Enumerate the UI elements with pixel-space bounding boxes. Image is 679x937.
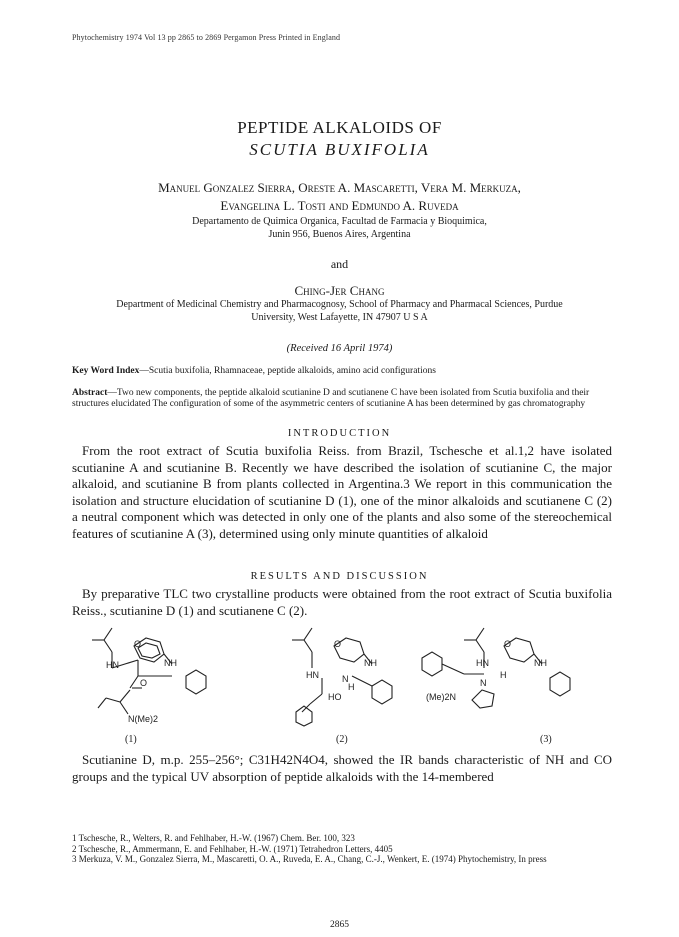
author-line-1: Manuel Gonzalez Sierra, Oreste A. Mascaretti, Vera M. Merkuza,	[158, 180, 521, 195]
introduction-heading: INTRODUCTION	[287, 428, 392, 439]
keywords-text: —Scutia buxifolia, Rhamnaceae, peptide alkaloids, amino acid configurations	[139, 366, 436, 376]
affiliation-4: University, West Lafayette, IN 47907 U S A	[251, 312, 428, 323]
keywords-label: Key Word Index	[72, 366, 140, 376]
author-line-3: Ching-Jer Chang	[294, 283, 385, 298]
affiliation-2: Junin 956, Buenos Aires, Argentina	[268, 229, 411, 240]
abstract	[72, 388, 612, 410]
abstract-text: —Two new components, the peptide alkaloid scutianine D and scutianene C have been isolated from Scutia buxifolia and their structures elucidated The configuration of some of the asymmetric centers of scutianine A has been determined by gas chromatography	[72, 388, 590, 409]
structure-label-3: (3)	[540, 734, 552, 745]
atom-o-1b: O	[140, 678, 148, 688]
atom-h-2: H	[348, 682, 355, 692]
atom-ho-2: HO	[328, 692, 342, 702]
author-line-2: Evangelina L. Tosti and Edmundo A. Ruveda	[220, 198, 459, 213]
introduction-body	[72, 443, 612, 542]
atom-hn-1: HN	[106, 660, 119, 670]
continuation-text: Scutianine D, m.p. 255–256°; C31H42N4O4, showed the IR bands characteristic of NH and CO groups and the typical UV absorption of peptide alkaloids with the 14-membered	[72, 752, 612, 784]
atom-hn-2: HN	[306, 670, 319, 680]
received-date: (Received 16 April 1974)	[286, 343, 393, 354]
atom-o-3: O	[504, 639, 512, 649]
footnote-3: 3 Merkuza, V. M., Gonzalez Sierra, M., Mascaretti, O. A., Ruveda, E. A., Chang, C.-J., Wenkert, E. (1974) Phytochemistry, In press	[72, 854, 547, 865]
structure-atom-labels	[106, 639, 547, 724]
atom-hn-3: HN	[476, 658, 489, 668]
atom-o-2: O	[334, 639, 342, 649]
running-head: Phytochemistry 1974 Vol 13 pp 2865 to 2869 Pergamon Press Printed in England	[72, 33, 341, 42]
atom-h-3: H	[500, 670, 507, 680]
chemical-structures-figure	[72, 620, 612, 730]
atom-nh-2: NH	[364, 658, 377, 668]
continuation-body	[72, 752, 612, 785]
abstract-label: Abstract	[72, 388, 108, 398]
paper-title-species: SCUTIA BUXIFOLIA	[249, 140, 430, 159]
atom-n-2: N	[342, 674, 349, 684]
paper-title: PEPTIDE ALKALOIDS OF	[237, 118, 442, 137]
structure-label-2: (2)	[336, 734, 348, 745]
results-body	[72, 586, 612, 619]
and-connector: and	[330, 257, 349, 271]
introduction-text: From the root extract of Scutia buxifolia Reiss. from Brazil, Tschesche et al.1,2 have isolated scutianine A and scutianine B. Recently we have described the isolation of scutianine C, the major alkaloid, and scutianine B from plants collected in Argentina.3 We report in this communication the isolation and structure elucidation of scutianine D (1), one of the minor alkaloids and scutianene C (2) a neutral component which was detected in only one of the plants and also some of the stereochemical features of scutianine A (3), determined using only minute quantities of alkaloid	[72, 443, 612, 541]
footnote-1: 1 Tschesche, R., Welters, R. and Fehlhaber, H.-W. (1967) Chem. Ber. 100, 323	[72, 833, 355, 843]
atom-n-3: N	[480, 678, 487, 688]
results-text: By preparative TLC two crystalline products were obtained from the root extract of Scutia buxifolia Reiss., scutianine D (1) and scutianene C (2).	[72, 586, 612, 618]
footnotes	[72, 833, 612, 865]
structure-label-1: (1)	[125, 734, 137, 745]
page-number: 2865	[330, 920, 349, 930]
results-heading: RESULTS AND DISCUSSION	[250, 571, 429, 582]
atom-me2n: (Me)2N	[426, 692, 457, 702]
footnote-2: 2 Tschesche, R., Ammermann, E. and Fehlhaber, H.-W. (1971) Tetrahedron Letters, 4405	[72, 843, 393, 854]
atom-nh-3: NH	[534, 658, 547, 668]
atom-nme2: N(Me)2	[128, 714, 159, 724]
structure-1	[92, 628, 206, 714]
atom-o-1: O	[134, 639, 142, 649]
affiliation-3: Department of Medicinal Chemistry and Pharmacognosy, School of Pharmacy and Pharmacal Sciences, Purdue	[116, 299, 563, 310]
atom-nh-1: NH	[164, 658, 177, 668]
keywords	[72, 366, 612, 376]
affiliation-1: Departamento de Quimica Organica, Facultad de Farmacia y Bioquimica,	[192, 216, 487, 227]
